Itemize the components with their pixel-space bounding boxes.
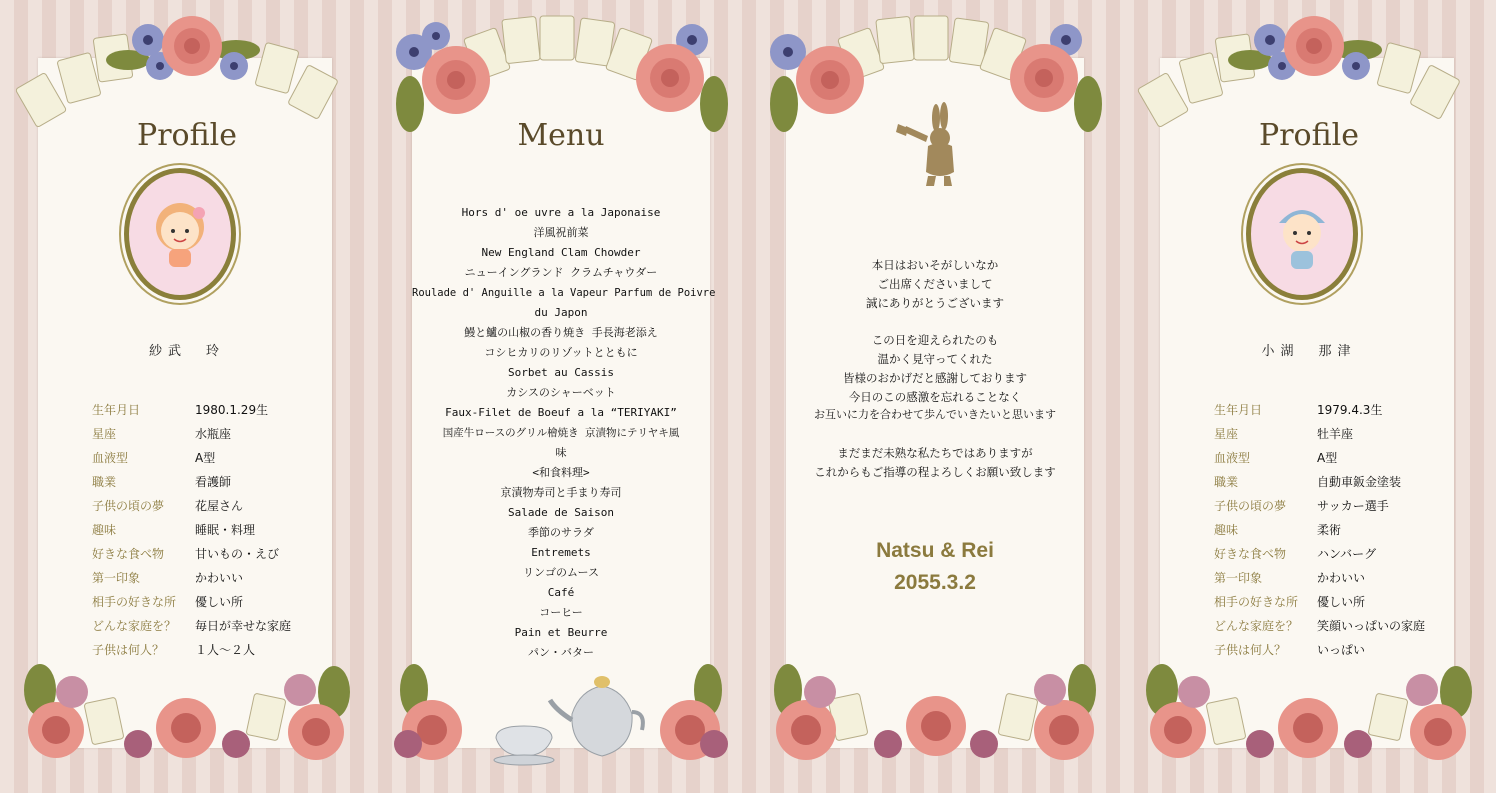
profile-panel-right	[1122, 0, 1496, 793]
profile-value: 牡羊座	[1317, 427, 1354, 441]
profile-label: 好きな食べ物	[92, 547, 165, 561]
message-line: お互いに力を合わせて歩んでいきたいと思います	[814, 408, 1056, 422]
menu-item: ニューイングランド クラムチャウダー	[464, 266, 658, 279]
message-line: 誠にありがとうございます	[866, 295, 1004, 310]
profile-row	[92, 446, 352, 470]
profile-row	[1214, 518, 1474, 542]
profile-panel-left	[0, 0, 374, 793]
menu-item: New England Clam Chowder	[481, 246, 641, 259]
message-line	[786, 425, 1084, 444]
profile-label: 子供の頃の夢	[92, 499, 165, 513]
menu-item: du Japon	[534, 306, 588, 319]
profile-label: 子供は何人？	[92, 643, 165, 657]
profile-label: 子供は何人？	[1214, 643, 1287, 657]
profile-table	[1214, 398, 1474, 662]
profile-value: 優しい所	[1317, 595, 1366, 609]
message-line	[786, 312, 1084, 331]
message-line: 温かく見守ってくれた	[877, 351, 993, 366]
couple-names: Natsu & Rei	[876, 539, 994, 562]
profile-label: 子供の頃の夢	[1214, 499, 1287, 513]
menu-item: 季節のサラダ	[528, 526, 594, 539]
profile-label: 職業	[92, 475, 117, 489]
profile-label: 星座	[92, 427, 117, 441]
menu-item: Entremets	[531, 546, 591, 559]
profile-row	[1214, 638, 1474, 662]
profile-value: １人〜２人	[195, 643, 256, 657]
message-panel	[748, 0, 1122, 793]
profile-value: 自動車鈑金塗装	[1317, 475, 1402, 489]
profile-value: 笑顔いっぱいの家庭	[1317, 619, 1426, 633]
profile-row	[92, 566, 352, 590]
wedding-date: 2055.3.2	[894, 571, 976, 594]
profile-value: 柔術	[1317, 523, 1342, 537]
page-title: Profile	[1259, 118, 1359, 153]
profile-value: 1979.4.3生	[1317, 403, 1383, 417]
profile-row	[92, 398, 352, 422]
profile-value: A型	[1317, 451, 1338, 465]
message-line: 皆様のおかげだと感謝しております	[843, 370, 1027, 385]
message-line: ご出席くださいまして	[877, 276, 993, 291]
profile-label: 職業	[1214, 475, 1239, 489]
message-line: まだまだ未熟な私たちではありますが	[837, 445, 1033, 460]
menu-item: 国産牛ロースのグリル檜焼き 京漬物にテリヤキ風	[442, 427, 680, 439]
menu-panel	[374, 0, 748, 793]
profile-value: ハンバーグ	[1317, 547, 1377, 561]
page-title: Profile	[137, 118, 237, 153]
thank-you-message	[786, 256, 1084, 482]
menu-item: コーヒー	[539, 606, 583, 619]
menu-item: <和食料理>	[532, 466, 590, 479]
menu-item: 鰻と鱸の山椒の香り焼き 手長海老添え	[464, 326, 658, 339]
profile-label: 好きな食べ物	[1214, 547, 1287, 561]
profile-table	[92, 398, 352, 662]
profile-label: 第一印象	[1214, 571, 1263, 585]
profile-row	[1214, 470, 1474, 494]
profile-row	[1214, 566, 1474, 590]
profile-label: 星座	[1214, 427, 1239, 441]
bride-portrait	[124, 168, 236, 300]
menu-item: Sorbet au Cassis	[508, 366, 614, 379]
groom-portrait	[1246, 168, 1358, 300]
profile-value: 看護師	[195, 475, 232, 489]
groom-avatar-icon	[1267, 193, 1337, 273]
profile-row	[92, 590, 352, 614]
menu-item: Café	[547, 586, 575, 599]
profile-value: 優しい所	[195, 595, 244, 609]
menu-item: リンゴのムース	[523, 566, 599, 579]
profile-row	[1214, 422, 1474, 446]
profile-label: 血液型	[92, 451, 129, 465]
profile-row	[1214, 542, 1474, 566]
profile-row	[1214, 398, 1474, 422]
message-line: これからもご指導の程よろしくお願い致します	[814, 464, 1056, 479]
groom-name: 小湖 那津	[1261, 344, 1357, 359]
profile-value: 甘いもの・えび	[195, 547, 280, 561]
profile-value: かわいい	[195, 571, 244, 585]
profile-value: 毎日が幸せな家庭	[195, 619, 292, 633]
profile-value: サッカー選手	[1317, 499, 1389, 513]
profile-label: 相手の好きな所	[92, 595, 177, 609]
menu-item: コシヒカリのリゾットとともに	[484, 346, 638, 359]
profile-row	[92, 542, 352, 566]
bride-name: 紗武 玲	[148, 344, 225, 359]
profile-label: どんな家庭を？	[92, 619, 177, 633]
profile-row	[92, 638, 352, 662]
profile-value: 1980.1.29生	[195, 403, 269, 417]
menu-item: 味	[555, 446, 567, 459]
menu-item: Faux-Filet de Boeuf a la “TERIYAKI”	[445, 406, 677, 419]
profile-row	[92, 470, 352, 494]
profile-label: 趣味	[1214, 523, 1239, 537]
profile-row	[1214, 446, 1474, 470]
profile-row	[1214, 614, 1474, 638]
menu-item: 洋風祝前菜	[533, 226, 589, 239]
message-line: 今日のこの感激を忘れることなく	[848, 389, 1022, 404]
menu-item: Hors d' oe uvre a la Japonaise	[461, 206, 661, 219]
profile-label: 生年月日	[1214, 403, 1263, 417]
profile-label: どんな家庭を？	[1214, 619, 1299, 633]
menu-list	[412, 203, 716, 663]
profile-label: 生年月日	[92, 403, 141, 417]
profile-label: 第一印象	[92, 571, 141, 585]
message-line: この日を迎えられたのも	[871, 333, 999, 348]
profile-row	[1214, 590, 1474, 614]
profile-value: 水瓶座	[195, 427, 232, 441]
couple-signature	[786, 535, 1084, 599]
profile-value: A型	[195, 451, 216, 465]
message-line: 本日はおいそがしいなか	[871, 258, 999, 272]
page-title: Menu	[517, 118, 605, 153]
menu-item: パン・バター	[528, 646, 594, 659]
menu-item: カシスのシャーベット	[506, 386, 616, 399]
menu-item: 京漬物寿司と手まり寿司	[500, 486, 622, 499]
profile-value: 睡眠・料理	[195, 523, 256, 537]
profile-row	[92, 614, 352, 638]
profile-label: 相手の好きな所	[1214, 595, 1299, 609]
profile-value: かわいい	[1317, 571, 1366, 585]
profile-row	[92, 422, 352, 446]
profile-label: 趣味	[92, 523, 117, 537]
profile-row	[92, 494, 352, 518]
menu-item: Salade de Saison	[508, 506, 614, 519]
profile-label: 血液型	[1214, 451, 1251, 465]
profile-value: いっぱい	[1317, 643, 1366, 657]
profile-row	[1214, 494, 1474, 518]
profile-row	[92, 518, 352, 542]
profile-value: 花屋さん	[195, 499, 244, 513]
menu-item: Pain et Beurre	[514, 626, 608, 639]
bride-avatar-icon	[145, 193, 215, 273]
menu-item: Roulade d' Anguille a la Vapeur Parfum de Poivre	[412, 287, 716, 299]
